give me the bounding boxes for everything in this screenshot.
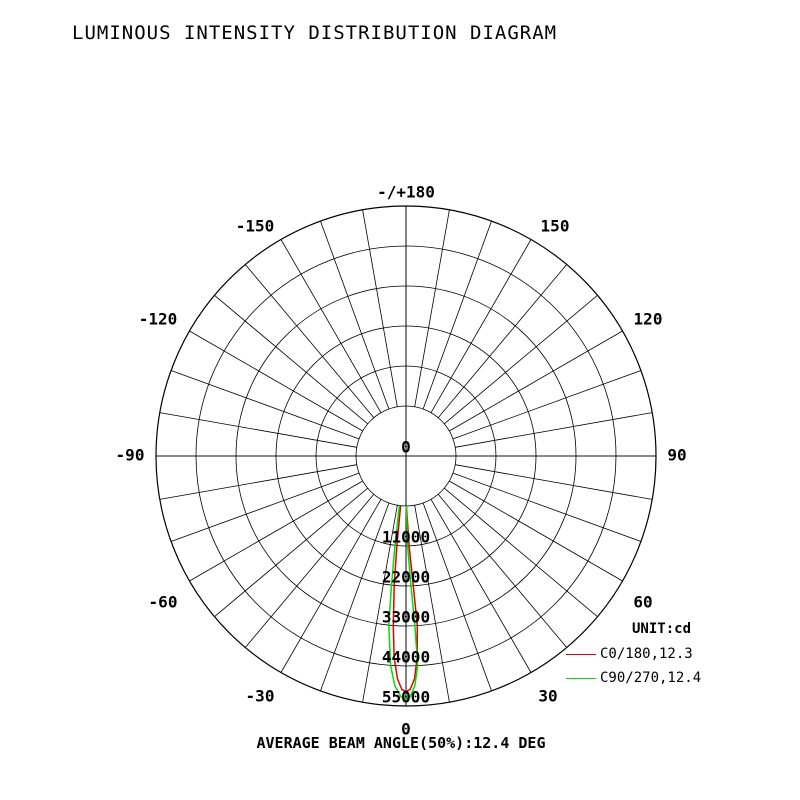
grid-spoke — [160, 465, 357, 500]
grid-spoke — [444, 295, 597, 424]
legend-swatch-red — [566, 654, 596, 655]
legend-swatch-green — [566, 678, 596, 679]
radial-tick-label: 44000 — [381, 647, 431, 667]
grid-spoke — [214, 488, 367, 617]
angle-label: -60 — [148, 592, 178, 612]
grid-spoke — [453, 370, 641, 438]
grid-spoke — [455, 465, 652, 500]
grid-spoke — [423, 503, 491, 691]
legend-label: C90/270,12.4 — [600, 670, 702, 686]
radial-tick-label: 11000 — [381, 527, 431, 547]
radial-tick-label: 55000 — [381, 687, 431, 707]
angle-label: -30 — [245, 686, 275, 706]
grid-spoke — [438, 494, 567, 647]
angle-label: 30 — [538, 686, 558, 706]
radial-tick-label: 0 — [401, 437, 411, 457]
grid-spoke — [423, 221, 491, 409]
angle-label: 90 — [667, 445, 687, 465]
angle-label: -150 — [235, 216, 275, 236]
angle-label: 150 — [540, 216, 570, 236]
grid-spoke — [160, 413, 357, 448]
radial-tick-label: 22000 — [381, 567, 431, 587]
angle-label: -120 — [138, 309, 178, 329]
grid-spoke — [320, 221, 388, 409]
legend-item-c90-270 — [566, 670, 701, 688]
unit-label: UNIT:cd — [632, 621, 692, 637]
angle-label: -90 — [115, 445, 145, 465]
grid-spoke — [171, 370, 359, 438]
angle-label: 0 — [401, 719, 411, 739]
grid-spoke — [438, 264, 567, 417]
grid-spoke — [214, 295, 367, 424]
grid-spoke — [320, 503, 388, 691]
grid-spoke — [455, 413, 652, 448]
radial-tick-label: 33000 — [381, 607, 431, 627]
angle-label: 60 — [633, 592, 653, 612]
angle-label: 120 — [633, 309, 663, 329]
legend-label: C0/180,12.3 — [600, 646, 693, 662]
grid-spoke — [453, 473, 641, 541]
grid-spoke — [171, 473, 359, 541]
legend-item-c0-180 — [566, 646, 693, 664]
grid-spoke — [415, 210, 450, 407]
grid-spoke — [245, 264, 374, 417]
angle-label: -/+180 — [377, 182, 435, 202]
grid-spoke — [444, 488, 597, 617]
beam-angle-label: AVERAGE BEAM ANGLE(50%):12.4 DEG — [256, 734, 546, 752]
grid-spoke — [363, 210, 398, 407]
grid-spoke — [245, 494, 374, 647]
page-title: LUMINOUS INTENSITY DISTRIBUTION DIAGRAM — [72, 22, 558, 44]
